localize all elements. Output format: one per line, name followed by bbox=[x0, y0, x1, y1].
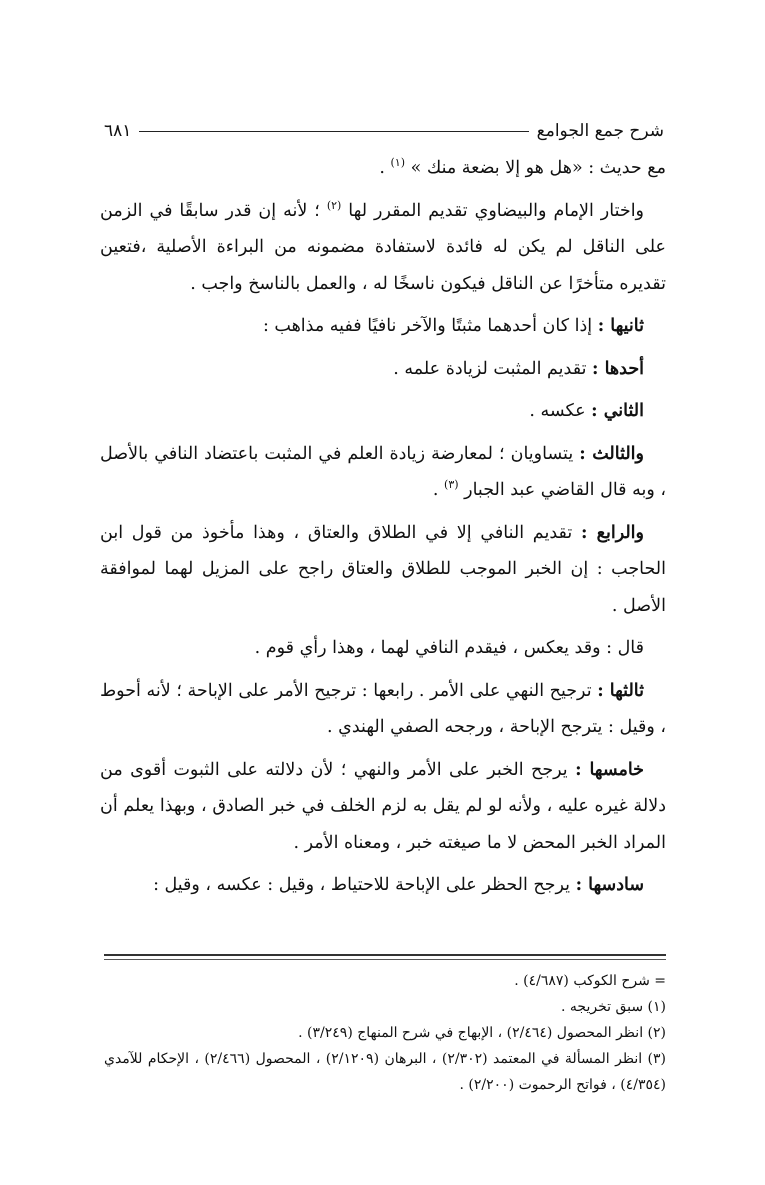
paragraph-9 bbox=[100, 673, 666, 746]
running-header bbox=[104, 118, 664, 144]
footnote-3: (٣) انظر المسألة في المعتمد (٢/٣٠٢) ، البرهان (٢/١٢٠٩) ، المحصول (٢/٤٦٦) ، الإحكام للآمدي (٤/٣٥٤) ، فواتح الرحموت (٢/٢٠٠) . bbox=[104, 1051, 667, 1093]
p11-label: سادسها : bbox=[575, 875, 644, 895]
paragraph-3 bbox=[100, 308, 666, 345]
p9-label: ثالثها : bbox=[597, 680, 644, 701]
paragraph-11 bbox=[100, 867, 666, 904]
p8-text: قال : وقد يعكس ، فيقدم النافي لهما ، وهذا رأي قوم . bbox=[254, 638, 644, 658]
p6-end: . bbox=[432, 480, 445, 500]
p1-text: مع حديث : «هل هو إلا بضعة منك » bbox=[410, 158, 666, 178]
p4-text: تقديم المثبت لزيادة علمه . bbox=[393, 358, 593, 379]
footnote-continued: = شرح الكوكب (٤/٦٨٧) . bbox=[514, 973, 666, 989]
p2-text-a: واختار الإمام والبيضاوي تقديم المقرر لها bbox=[341, 200, 645, 221]
paragraph-5 bbox=[100, 393, 666, 430]
p2-text-b: ؛ لأنه إن قدر سابقًا في الزمن على الناقل لم يكن له فائدة لاستفادة مضمونه من البراءة الأصلية ،فتعين تقديره متأخرًا عن الناقل فيكون ناسخًا له ، والعمل بالناسخ واجب . bbox=[100, 200, 666, 294]
p5-label: الثاني : bbox=[591, 401, 644, 421]
p4-label: أحدها : bbox=[592, 358, 644, 379]
main-text bbox=[100, 150, 666, 910]
p10-label: خامسها : bbox=[575, 759, 644, 780]
p3-label: ثانيها : bbox=[597, 316, 644, 336]
p11-text: يرجح الحظر على الإباحة للاحتياط ، وقيل : عكسه ، وقيل : bbox=[153, 875, 576, 895]
footnote-ref-1: (١) bbox=[390, 156, 405, 170]
p10-text: يرجح الخبر على الأمر والنهي ؛ لأن دلالته على الثبوت أقوى من دلالة غيره عليه ، ولأنه لو لم يقل به لزم الخلف في خبر الصادق ، وبهذا يعلم أن المراد الخبر المحض لا ما صيغته خبر ، ومعناه الأمر . bbox=[100, 759, 666, 853]
p6-text: يتساويان ؛ لمعارضة زيادة العلم في المثبت باعتضاد النافي بالأصل ، وبه قال القاضي عبد الجبار bbox=[100, 443, 666, 500]
footnote-separator bbox=[104, 954, 666, 956]
footnotes bbox=[104, 968, 666, 1098]
paragraph-10 bbox=[100, 752, 666, 862]
header-rule bbox=[139, 131, 528, 132]
footnote-1: (١) سبق تخريجه . bbox=[561, 999, 666, 1015]
footnote-ref-2: (٢) bbox=[326, 198, 342, 212]
p9-text: ترجيح النهي على الأمر . رابعها : ترجيح الأمر على الإباحة ؛ لأنه أحوط ، وقيل : يترجح الإباحة ، ورجحه الصفي الهندي . bbox=[100, 680, 666, 737]
p5-text: عكسه . bbox=[529, 401, 592, 421]
paragraph-7 bbox=[100, 515, 666, 625]
paragraph-6 bbox=[100, 436, 666, 509]
footnote-ref-3: (٣) bbox=[444, 478, 459, 492]
paragraph-1 bbox=[100, 150, 666, 187]
paragraph-8 bbox=[100, 630, 666, 667]
footnote-separator-thin bbox=[104, 959, 666, 960]
page-number: ٦٨١ bbox=[104, 121, 132, 141]
footnote-2: (٢) انظر المحصول (٢/٤٦٤) ، الإبهاج في شرح المنهاج (٣/٢٤٩) . bbox=[298, 1025, 666, 1041]
p7-label: والرابع : bbox=[580, 522, 644, 543]
paragraph-4 bbox=[100, 351, 666, 388]
p1-end: . bbox=[379, 158, 391, 178]
paragraph-2 bbox=[100, 193, 666, 303]
header-title: شرح جمع الجوامع bbox=[536, 121, 664, 141]
p7-text: تقديم النافي إلا في الطلاق والعتاق ، وهذا مأخوذ من قول ابن الحاجب : إن الخبر الموجب للطلاق والعتاق راجح على المزيل لهما لموافقة الأصل . bbox=[100, 522, 666, 616]
p6-label: والثالث : bbox=[579, 443, 644, 464]
p3-text: إذا كان أحدهما مثبتًا والآخر نافيًا ففيه مذاهب : bbox=[262, 316, 598, 336]
